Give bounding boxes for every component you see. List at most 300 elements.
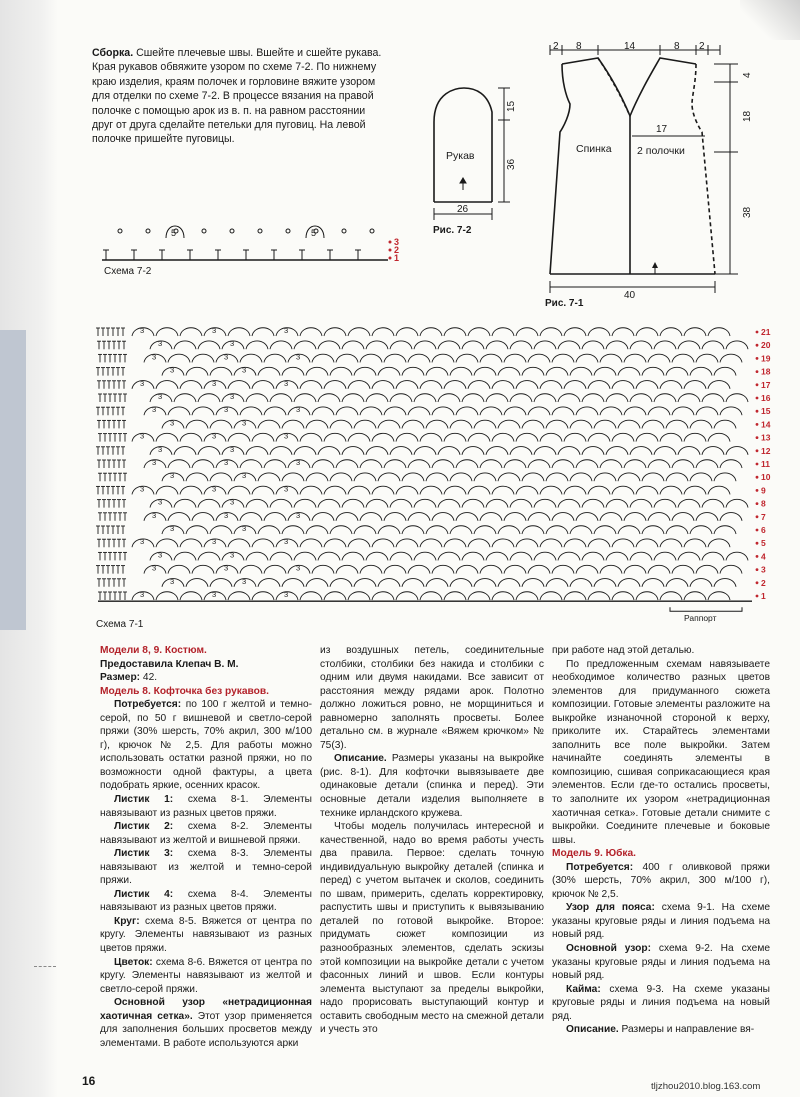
chain-arc [498,526,520,534]
chain-arc [198,394,220,402]
chain-arc [426,579,448,587]
chain-arc [366,499,388,507]
chain-arc [726,552,748,560]
chain-arc [660,539,682,547]
chain-arc [636,381,658,389]
chain-arc [606,499,628,507]
sleeve-dim-width: 26 [457,204,469,215]
chain-arc [522,473,544,481]
arc-label: 3 [170,418,175,428]
body-dim-18: 18 [742,110,753,122]
chain-arc [192,460,214,468]
chain-arc [264,565,286,573]
chain-arc [564,381,586,389]
chain-arc [564,433,586,441]
chain-arc [156,381,178,389]
sleeve-dim-height: 36 [506,158,517,170]
chain-arc [360,354,382,362]
arc-label: 3 [170,524,175,533]
chain-arc [360,565,382,573]
chain-arc [390,499,412,507]
run-in-heading: Описание. [334,753,387,765]
chain-arc [576,460,598,468]
chain-arc [258,526,280,534]
arc-label: 3 [212,326,217,335]
run-in-heading: Листик 2: [114,821,174,833]
chain-arc [420,381,442,389]
chain-arc [450,420,472,428]
body-dim-8a: 8 [576,42,582,52]
chain-arc [498,367,520,375]
chain-arc [354,473,376,481]
chain-arc [600,354,622,362]
arc-label: 3 [224,563,229,573]
chain-arc [450,367,472,375]
arc-label: 3 [230,339,235,349]
chain-arc [654,447,676,455]
chain-arc [330,420,352,428]
arc-label: 3 [224,510,229,520]
assembly-paragraph [92,46,382,147]
run-in-heading: Цветок: [114,956,153,968]
paragraph [552,983,770,1024]
body-pattern-diagram [540,42,765,300]
row-marker-dot [389,257,392,260]
arc-label: 3 [230,444,235,454]
chain-arc [408,354,430,362]
chain-arc [252,539,274,547]
chain-arc [708,592,730,600]
cut-mark [34,966,56,967]
chain-arc [432,407,454,415]
arc-label: 3 [242,524,247,533]
chain-arc [240,354,262,362]
chain-arc [516,328,538,336]
chain-arc [264,513,286,521]
chain-arc [396,381,418,389]
chain-arc [600,513,622,521]
arc-label: 3 [158,550,163,560]
chain-arc [456,407,478,415]
chain-arc [708,539,730,547]
chain-arc [624,460,646,468]
chain-arc [594,367,616,375]
chain-arc [324,539,346,547]
chain-arc [336,565,358,573]
chain-arc [390,341,412,349]
chain-arc [192,354,214,362]
chain-arc [420,486,442,494]
chain-arc [486,394,508,402]
chain-mark [286,229,290,233]
arc-count-label: 5 [311,228,317,238]
arc-label: 3 [158,497,163,507]
chain-arc [606,552,628,560]
chain-arc [372,486,394,494]
chain-arc [684,381,706,389]
chain-arc [672,354,694,362]
chain-arc [726,499,748,507]
chain-arc [654,552,676,560]
chain-arc [552,460,574,468]
chain-arc [300,592,322,600]
chain-arc [342,341,364,349]
chain-arc [696,565,718,573]
chain-arc [402,579,424,587]
chain-arc [684,592,706,600]
body-dim-17: 17 [656,124,668,135]
run-in-heading: Узор для пояса: [566,902,655,914]
chain-arc [582,341,604,349]
chain-arc [258,367,280,375]
chain-arc [528,460,550,468]
chain-arc [660,328,682,336]
chain-arc [306,367,328,375]
paragraph-heading: Модель 8. Кофточка без рукавов. [100,685,269,697]
page-number: 16 [82,1074,96,1088]
chain-arc [474,420,496,428]
chain-arc [390,394,412,402]
chain-arc [726,394,748,402]
arc-label: 3 [140,537,145,547]
chain-arc [618,473,640,481]
chain-arc [282,579,304,587]
chain-arc [270,447,292,455]
chain-arc [480,513,502,521]
chain-arc [540,433,562,441]
chain-arc [372,539,394,547]
chain-arc [318,394,340,402]
chain-arc [600,407,622,415]
chain-arc [510,552,532,560]
chain-arc [384,460,406,468]
row-marker-dot [756,568,759,571]
chain-arc [528,565,550,573]
chain-arc [450,473,472,481]
chain-arc [390,447,412,455]
chain-arc [354,367,376,375]
chain-arc [342,447,364,455]
chain-arc [426,526,448,534]
chain-arc [348,381,370,389]
rapport-label: Раппорт [684,613,717,624]
chain-arc [654,341,676,349]
chain-arc [504,354,526,362]
chain-arc [576,565,598,573]
chain-arc [180,592,202,600]
row-number: 18 [761,366,771,377]
row-marker-dot [756,595,759,598]
chain-arc [360,513,382,521]
chain-arc [228,486,250,494]
chain-arc [198,552,220,560]
chain-arc [168,460,190,468]
chain-arc [420,433,442,441]
chain-arc [504,407,526,415]
chain-arc [408,460,430,468]
row-marker-dot [756,489,759,492]
chain-arc [516,433,538,441]
paragraph-text: схема 8-1. Элементы навязывают из разных цветов пряжи. [100,794,312,819]
schema-7-2-chart [100,220,410,268]
paragraph-text: схема 8-6. Вяжется от центра по кругу. Элементы навязывают из желтой и светло-серой пряжи. [100,956,312,995]
chain-arc [366,552,388,560]
chain-arc [672,460,694,468]
chain-arc [540,486,562,494]
row-number: 13 [761,432,771,443]
chain-arc [312,407,334,415]
arc-label: 3 [224,352,229,362]
chain-arc [186,579,208,587]
row-number: 17 [761,379,771,390]
chain-arc [648,513,670,521]
arc-label: 3 [212,537,217,547]
row-marker-dot [756,357,759,360]
chain-arc [624,565,646,573]
paragraph-text: Размеры и направление вя- [618,1024,755,1036]
row-number: 8 [761,498,766,509]
chain-arc [312,513,334,521]
chain-arc [456,513,478,521]
chain-mark [370,229,374,233]
chain-arc [720,460,742,468]
chain-arc [648,565,670,573]
chain-arc [528,407,550,415]
arc-label: 3 [140,484,145,494]
chain-arc [324,433,346,441]
row-marker-dot [756,344,759,347]
chain-arc [378,420,400,428]
chain-arc [378,526,400,534]
arc-label: 3 [284,590,289,599]
arc-label: 3 [230,550,235,560]
chain-arc [198,341,220,349]
paragraph-heading: Модель 9. Юбка. [552,848,636,860]
chain-mark [342,229,346,233]
chain-arc [612,433,634,441]
chain-arc [270,394,292,402]
chain-arc [684,539,706,547]
paragraph-text: схема 8-5. Вяжется от центра по кругу. Элементы навязывают из разных цветов пряжи. [100,915,312,955]
chain-arc [384,354,406,362]
chain-arc [228,381,250,389]
chain-arc [612,539,634,547]
paragraph-text: при работе над этой деталью. [552,645,695,656]
chain-arc [408,513,430,521]
chain-arc [708,486,730,494]
chain-arc [582,447,604,455]
chain-arc [636,486,658,494]
chain-arc [294,499,316,507]
chain-arc [600,460,622,468]
assembly-text: Сшейте плечевые швы. Вшейте и сшейте рукава. Края рукавов обвяжите узором по схеме 7-2. По нижнему краю изделия, краям полочек и горловине вяжите узором для отделки по схеме 7-2. В процессе вязания на правой полочке с помощью арок из в. п. на равном расстоянии друг от друга сделайте петельки для пуговиц. На левой полочке пришейте пуговицы. [92,47,382,146]
chain-arc [396,486,418,494]
chain-arc [438,499,460,507]
chain-arc [702,447,724,455]
paragraph [100,658,312,672]
chain-arc [366,447,388,455]
chain-arc [522,526,544,534]
chain-arc [498,420,520,428]
run-in-heading: Листик 1: [114,794,174,806]
chain-arc [378,579,400,587]
chain-arc [438,552,460,560]
chain-arc [240,513,262,521]
schema-7-1-caption: Схема 7-1 [96,619,144,630]
chain-arc [486,552,508,560]
paragraph-text: схема 9-3. На схеме указаны круговые ряды и линия подъема на новый ряд. [552,983,770,1022]
chain-arc [210,473,232,481]
arc-label: 3 [296,405,301,415]
paragraph [100,888,312,915]
paragraph [552,658,770,848]
chain-arc [648,407,670,415]
chain-arc [192,407,214,415]
chain-arc [702,499,724,507]
row-number: 12 [761,445,771,456]
chain-arc [468,381,490,389]
chain-arc [594,473,616,481]
chain-arc [612,328,634,336]
chain-arc [474,473,496,481]
chain-arc [570,579,592,587]
chain-arc [228,539,250,547]
row-number: 20 [761,340,771,351]
chain-arc [444,433,466,441]
chain-arc [666,473,688,481]
chain-arc [660,486,682,494]
chain-arc [270,499,292,507]
chain-arc [348,486,370,494]
chain-arc [516,592,538,600]
corner-shadow [740,0,800,40]
chain-arc [654,499,676,507]
chain-arc [174,394,196,402]
run-in-heading: Потребуется: [566,861,634,873]
paragraph [100,847,312,888]
chain-arc [558,552,580,560]
chain-arc [240,460,262,468]
chain-arc [720,354,742,362]
paragraph-heading: Предоставила Клепач В. М. [100,658,239,670]
paragraph-text: схема 8-2. Элементы навязывают из желтой и вишневой пряжи. [100,821,312,846]
chain-arc [186,526,208,534]
body-dim-4: 4 [742,72,753,78]
chain-arc [306,420,328,428]
chain-arc [558,341,580,349]
chain-arc [366,341,388,349]
arc-label: 3 [140,378,145,388]
chain-arc [228,328,250,336]
run-in-heading: Основной узор «нетрадиционная хаотичная сетка». [100,997,312,1022]
gutter-color-bar [0,330,26,630]
row-number: 11 [761,459,770,469]
chain-arc [444,592,466,600]
paragraph [100,644,312,658]
chain-arc [450,526,472,534]
chain-arc [552,354,574,362]
chain-arc [462,499,484,507]
chain-arc [282,473,304,481]
run-in-heading: Круг: [114,915,140,927]
schema-7-1-chart [92,318,782,636]
chain-arc [186,420,208,428]
chain-arc [636,592,658,600]
row-marker-dot [756,370,759,373]
chain-arc [696,513,718,521]
chain-arc [678,499,700,507]
chain-arc [702,552,724,560]
arc-label: 3 [224,458,229,467]
chain-arc [582,394,604,402]
text-column-3 [552,644,770,1037]
chain-arc [714,473,736,481]
chain-arc [690,579,712,587]
chain-arc [252,592,274,600]
paragraph-text: Этот узор применяется для заполнения больших просветов между элементами. В работе используются арки [100,1010,312,1049]
chain-arc [678,394,700,402]
run-in-heading: Потребуется: [114,699,182,711]
chain-arc [588,433,610,441]
arc-label: 3 [170,471,175,481]
chain-arc [522,420,544,428]
chain-arc [384,407,406,415]
row-number: 3 [394,237,400,247]
chain-mark [146,229,150,233]
chain-arc [354,579,376,587]
chain-arc [174,341,196,349]
back-label: Спинка [576,143,612,155]
chain-arc [480,460,502,468]
paragraph-text: по 100 г желтой и темно-серой, по 50 г вишневой и светло-серой пряжи (30% шерсть, 70% акрил, 300 м/100 г), крючок № 2,5. Для работы можно использовать остатки разной пряжи, но по возможности одной фактуры, а цвета подобрать яркие, осенних красок. [100,699,312,792]
paragraph-text: Чтобы модель получилась интересной и качественной, надо во время работы учесть два правила. Первое: сделать точную индивидуальную выкройку деталей (спинка и перед) с учетом вытачек и сколов, соединить по швам, примерить, сделать корректировку, распустить швы и приступить к вывязыванию деталей по готовой выкройке. Второе: придумать сюжет композиции из разнообразных элементов, сделать эскизы этой композиции на выкройке детали с учетом фасонных линий и швов. Если контуры элемента выступают за пределы выкройки, надо прорисовать выступающий контур и оставить свободным место на смежной детали и учесть это [320,821,544,1036]
row-number: 9 [761,485,766,496]
chain-arc [498,473,520,481]
chain-arc [564,539,586,547]
chain-arc [480,565,502,573]
chain-arc [324,381,346,389]
chain-arc [378,367,400,375]
chain-arc [618,420,640,428]
run-in-heading: Описание. [566,1024,619,1036]
chain-arc [582,499,604,507]
chain-arc [654,394,676,402]
chain-arc [294,447,316,455]
chain-arc [348,328,370,336]
paragraph [100,996,312,1050]
chain-arc [486,447,508,455]
chain-arc [504,460,526,468]
paragraph [552,942,770,983]
chain-arc [540,592,562,600]
figure-7-2-caption: Рис. 7-2 [433,225,472,236]
arc-label: 3 [224,405,229,415]
chain-arc [396,539,418,547]
chain-arc [438,341,460,349]
chain-arc [468,486,490,494]
chain-arc [264,460,286,468]
chain-arc [210,367,232,375]
chain-arc [660,381,682,389]
chain-arc [594,420,616,428]
paragraph [552,1023,770,1037]
arc-label: 3 [230,392,235,401]
chain-arc [504,565,526,573]
chain-arc [426,367,448,375]
arc-label: 3 [170,576,175,586]
chain-arc [576,354,598,362]
row-marker-dot [756,476,759,479]
